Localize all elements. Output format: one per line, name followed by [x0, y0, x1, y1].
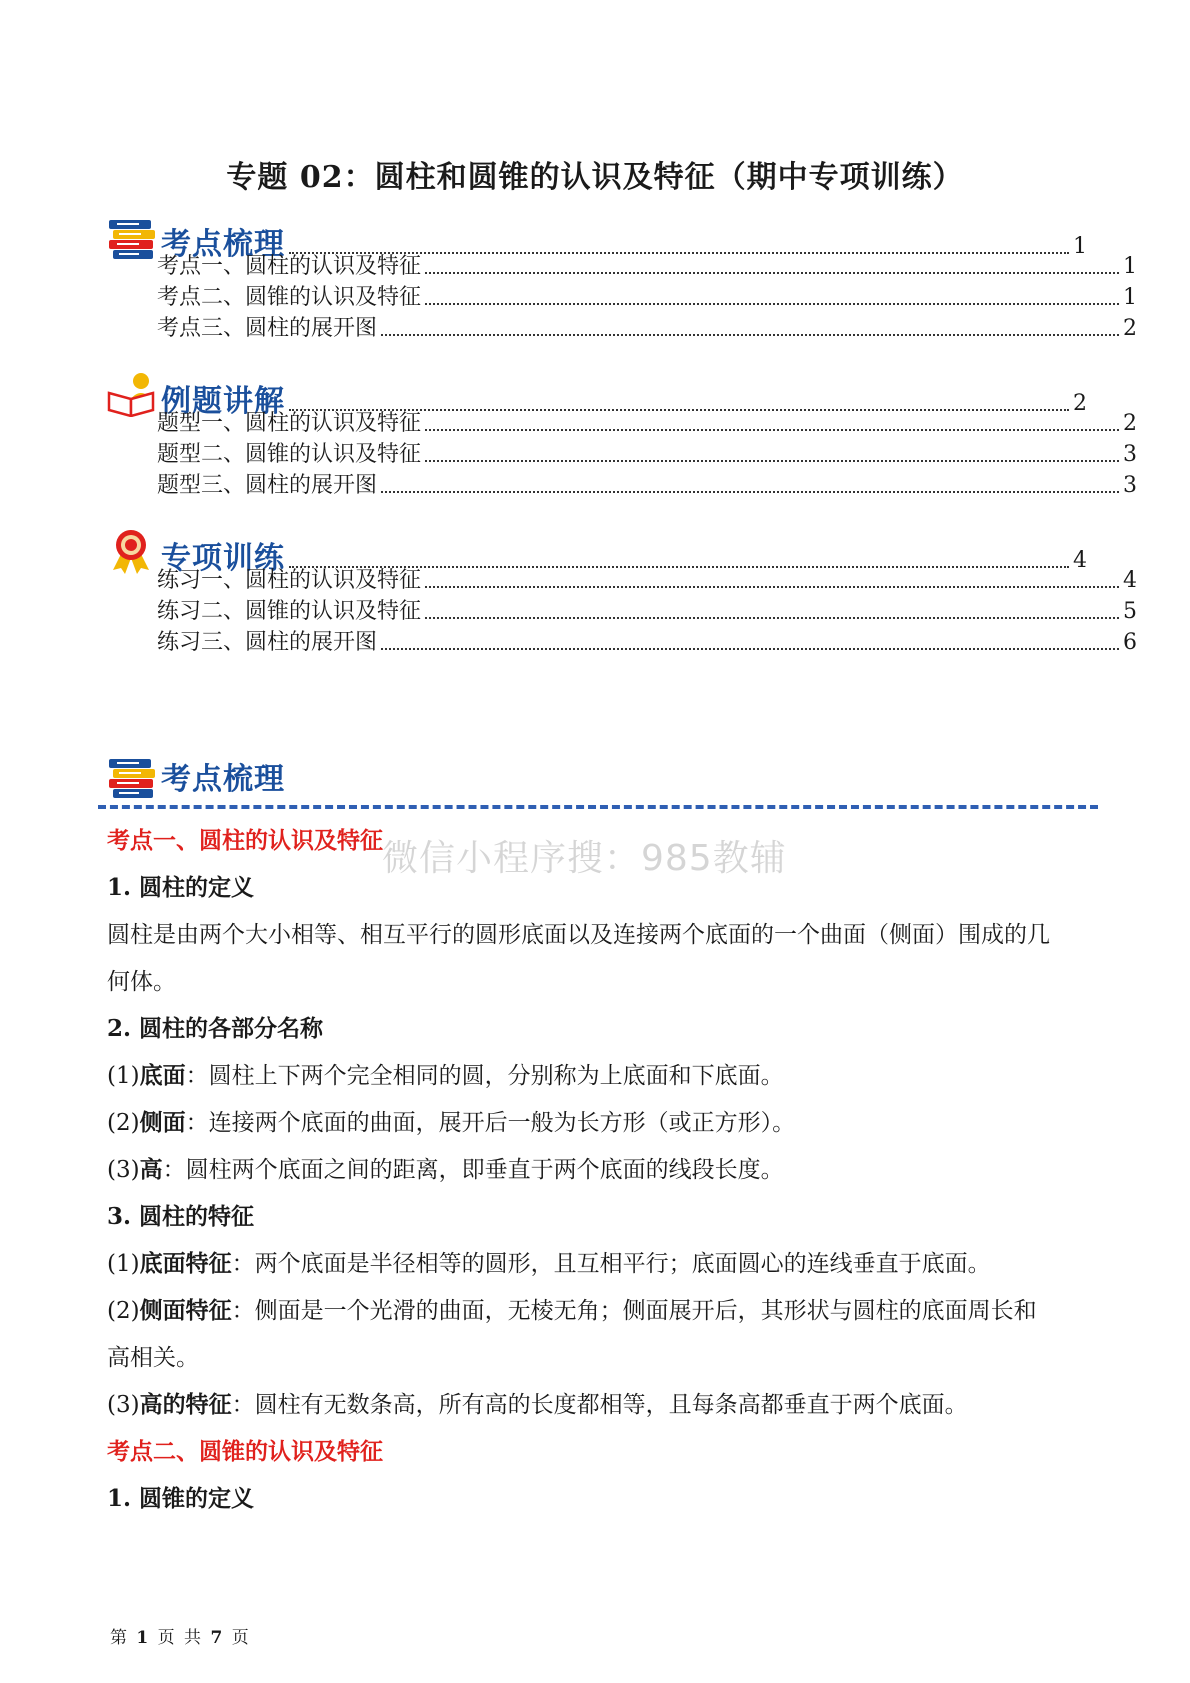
- item-text: ：两个底面是半径相等的圆形，且互相平行；底面圆心的连线垂直于底面。: [231, 1251, 991, 1277]
- cone-definition-heading: 1. 圆锥的定义: [107, 1485, 255, 1512]
- toc-leader-dots: [425, 271, 1119, 274]
- term: 侧面: [139, 1109, 186, 1136]
- kp1-title: 考点一、圆柱的认识及特征: [107, 827, 383, 854]
- toc-item[interactable]: [107, 312, 1137, 342]
- toc-page-number: 4: [1073, 548, 1087, 573]
- toc-leader-dots: [425, 616, 1119, 619]
- footer-mid: 页 共: [157, 1628, 204, 1648]
- toc-section-label: 例题讲解: [161, 384, 285, 419]
- toc-section-label: 考点梳理: [161, 227, 285, 262]
- cylinder-definition-text: 圆柱是由两个大小相等、相互平行的圆形底面以及连接两个底面的一个曲面（侧面）围成的几: [107, 922, 1050, 948]
- toc-item[interactable]: [107, 626, 1137, 656]
- term: 侧面特征: [139, 1297, 232, 1324]
- footer-current-page: 1: [136, 1628, 151, 1648]
- toc-leader-dots: [425, 459, 1119, 462]
- toc-page-number: 3: [1123, 473, 1137, 498]
- term: 底面特征: [139, 1250, 232, 1277]
- item-prefix: (1): [107, 1251, 140, 1277]
- footer-prefix: 第: [110, 1628, 129, 1648]
- toc-item-label: 考点二、圆锥的认识及特征: [157, 285, 422, 310]
- toc-leader-dots: [425, 302, 1119, 305]
- toc-item[interactable]: [107, 250, 1137, 280]
- toc-page-number: 3: [1123, 442, 1137, 467]
- toc-page-number: 6: [1123, 630, 1137, 655]
- toc-leader-dots: [381, 647, 1119, 650]
- page-title: 专题 02：圆柱和圆锥的认识及特征（期中专项训练）: [226, 160, 964, 195]
- item-prefix: (3): [107, 1392, 140, 1418]
- toc-item[interactable]: [107, 595, 1137, 625]
- toc-page-number: 1: [1123, 254, 1137, 279]
- feature-height: [107, 1386, 1092, 1419]
- item-text: ：圆柱有无数条高，所有高的长度都相等，且每条高都垂直于两个底面。: [231, 1392, 968, 1418]
- cylinder-features-heading: 3. 圆柱的特征: [107, 1203, 255, 1230]
- item-prefix: (3): [107, 1157, 140, 1183]
- cylinder-definition-heading: 1. 圆柱的定义: [107, 874, 255, 901]
- item-prefix: (2): [107, 1110, 140, 1136]
- toc-leader-dots: [381, 333, 1119, 336]
- part-height: [107, 1151, 1092, 1184]
- item-prefix: (2): [107, 1298, 140, 1324]
- books-icon: [107, 753, 159, 799]
- toc-item-label: 题型三、圆柱的展开图: [157, 473, 378, 498]
- toc-item[interactable]: [107, 281, 1137, 311]
- item-text: ：圆柱上下两个完全相同的圆，分别称为上底面和下底面。: [185, 1063, 784, 1089]
- part-base: [107, 1057, 1092, 1090]
- feature-side-cont: 高相关。: [107, 1345, 199, 1371]
- item-text: ：圆柱两个底面之间的距离，即垂直于两个底面的线段长度。: [162, 1157, 784, 1183]
- toc-page-number: 2: [1073, 391, 1087, 416]
- toc-page-number: 2: [1123, 316, 1137, 341]
- footer-suffix: 页: [231, 1628, 251, 1648]
- item-text: ：侧面是一个光滑的曲面，无棱无角；侧面展开后，其形状与圆柱的底面周长和: [231, 1298, 1037, 1324]
- cylinder-parts-heading: 2. 圆柱的各部分名称: [107, 1015, 324, 1042]
- toc-leader-dots: [425, 585, 1119, 588]
- toc-item-label: 练习三、圆柱的展开图: [157, 630, 378, 655]
- footer-total-pages: 7: [210, 1628, 225, 1648]
- toc-item-label: 练习一、圆柱的认识及特征: [157, 568, 422, 593]
- item-text: ：连接两个底面的曲面，展开后一般为长方形（或正方形）。: [185, 1110, 796, 1136]
- feature-base: [107, 1245, 1092, 1278]
- toc-item-label: 题型一、圆柱的认识及特征: [157, 411, 422, 436]
- toc-item-label: 考点一、圆柱的认识及特征: [157, 254, 422, 279]
- toc-item-label: 题型二、圆锥的认识及特征: [157, 442, 422, 467]
- toc-item-label: 练习二、圆锥的认识及特征: [157, 599, 422, 624]
- section-header: [107, 745, 285, 799]
- toc-section-label: 专项训练: [161, 541, 285, 576]
- watermark: 微信小程序搜：985教辅: [382, 838, 787, 879]
- section-title: 考点梳理: [161, 762, 285, 797]
- toc-item[interactable]: [107, 407, 1137, 437]
- toc-page-number: 1: [1123, 285, 1137, 310]
- toc-item[interactable]: [107, 469, 1137, 499]
- toc-leader-dots: [381, 490, 1119, 493]
- toc-page-number: 1: [1073, 234, 1087, 259]
- toc-item-label: 考点三、圆柱的展开图: [157, 316, 378, 341]
- term: 高的特征: [139, 1391, 232, 1418]
- toc-item[interactable]: [107, 438, 1137, 468]
- term: 底面: [139, 1062, 186, 1089]
- toc-item[interactable]: [107, 564, 1137, 594]
- toc-page-number: 4: [1123, 568, 1137, 593]
- part-side: [107, 1104, 1092, 1137]
- page-footer: [110, 1623, 251, 1648]
- item-prefix: (1): [107, 1063, 140, 1089]
- section-divider: [98, 805, 1098, 809]
- toc-page-number: 2: [1123, 411, 1137, 436]
- feature-side: [107, 1292, 1092, 1325]
- cylinder-definition-text-cont: 何体。: [107, 969, 176, 995]
- toc-page-number: 5: [1123, 599, 1137, 624]
- term: 高: [139, 1156, 163, 1183]
- toc-leader-dots: [425, 428, 1119, 431]
- kp2-title: 考点二、圆锥的认识及特征: [107, 1438, 383, 1465]
